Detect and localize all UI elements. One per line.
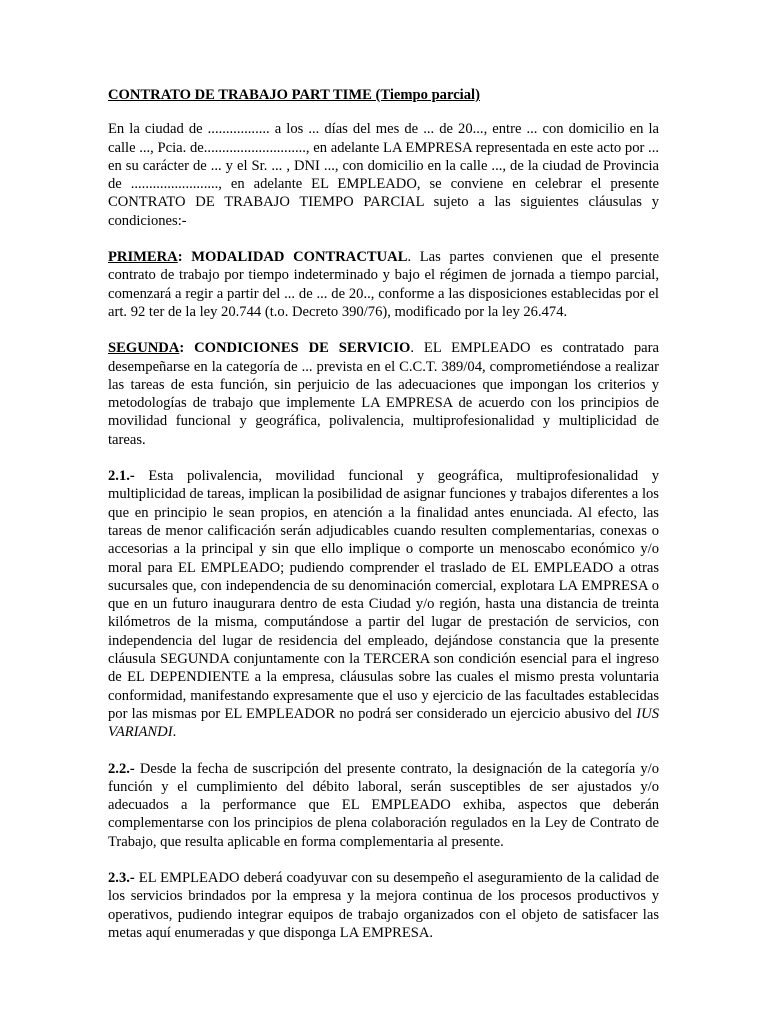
clause-2-2-number: 2.2.- <box>108 760 135 777</box>
clause-segunda-heading: CONDICIONES DE SERVICIO <box>194 340 411 357</box>
clause-2-3 <box>108 869 659 942</box>
document-title: CONTRATO DE TRABAJO PART TIME (Tiempo parcial) <box>108 87 480 103</box>
clause-2-2 <box>108 760 659 851</box>
document-page <box>108 86 659 960</box>
clause-2-2-text: Desde la fecha de suscripción del presente contrato, la designación de la categoría y/o función y el cumplimiento del débito laboral, serán susceptibles de ser ajustados y/o adecuados a la performance que EL EMPLEADO exhiba, aspectos que deberán complementarse con los principios de plena colaboración regulados en la Ley de Contrato de Trabajo, que resulta aplicable en forma complementaria al presente. <box>108 760 659 850</box>
clause-2-1-latin: IUS VARIANDI <box>108 705 659 741</box>
clause-2-1-text: Esta polivalencia, movilidad funcional y geográfica, multiprofesionalidad y multiplicidad de tareas, implican la posibilidad de asignar funciones y trabajos diferentes a los que en principio le sean propios, en atención a la finalidad antes enunciada. Al efecto, las tareas de menor calificación serán adjudicables cuando resulten complementarias, conexas o accesorias a la principal y sin que ello implique o comporte un menoscabo económico y/o moral para EL EMPLEADO; pudiendo comprender el traslado de EL EMPLEADO a otras sucursales que, con independencia de su denominación comercial, explotara LA EMPRESA o que en un futuro inaugurara dentro de esta Ciudad y/o región, hasta una distancia de treinta kilómetros de la misma, computándose a partir del lugar de prestación de servicios, con independencia del lugar de residencia del empleado, dejándose constancia que la presente cláusula SEGUNDA conjuntamente con la TERCERA son condición esencial para el ingreso de EL DEPENDIENTE a la empresa, cláusulas sobre las cuales el mismo presta voluntaria conformidad, manifestando expresamente que el uso y ejercicio de las facultades establecidas por las mismas por EL EMPLEADOR no podrá ser considerado un ejercicio abusivo del <box>108 468 659 722</box>
clause-primera-label: PRIMERA <box>108 249 178 266</box>
clause-primera-text: . Las partes convienen que el presente contrato de trabajo por tiempo indeterminado y bajo el régimen de jornada a tiempo parcial, comenzará a regir a partir del ... de ... de 20.., conforme a las disposiciones establecidas por el art. 92 ter de la ley 20.744 (t.o. Decreto 390/76), modificado por la ley 26.474. <box>108 249 659 320</box>
clause-2-3-number: 2.3.- <box>108 869 135 886</box>
clause-primera-colon: : <box>177 249 192 266</box>
clause-primera <box>108 248 659 321</box>
intro-paragraph: En la ciudad de ................. a los ... días del mes de ... de 20..., entre ... con domicilio en la calle ..., Pcia. de............................, en adelante LA EMPRESA representada en este acto por ... en su carácter de ... y el Sr. ... , DNI ..., con domicilio en la calle ..., de la ciudad de Provincia de ........................, en adelante EL EMPLEADO, se conviene en celebrar el presente CONTRATO DE TRABAJO TIEMPO PARCIAL sujeto a las siguientes cláusulas y condiciones:- <box>108 121 659 229</box>
clause-segunda-label: SEGUNDA <box>108 340 180 357</box>
clause-primera-heading: MODALIDAD CONTRACTUAL <box>191 249 408 266</box>
clause-2-1 <box>108 467 659 741</box>
clause-segunda-colon: : <box>179 340 195 357</box>
clause-segunda <box>108 339 659 449</box>
clause-segunda-text: . EL EMPLEADO es contratado para desempeñarse en la categoría de ... prevista en el C.C.T. 389/04, comprometiéndose a realizar las tareas de esta función, sin perjuicio de las adecuaciones que impongan los criterios y metodologías de trabajo que implemente LA EMPRESA de acuerdo con los principios de movilidad funcional y geográfica, polivalencia, multiprofesionalidad y multiplicidad de tareas. <box>108 340 659 448</box>
clause-2-1-number: 2.1.- <box>108 468 135 485</box>
clause-2-3-text: EL EMPLEADO deberá coadyuvar con su desempeño el aseguramiento de la calidad de los servicios brindados por la empresa y la mejora continua de los procesos productivos y operativos, pudiendo integrar equipos de trabajo organizados con el objeto de satisfacer las metas aquí enumeradas y que disponga LA EMPRESA. <box>108 869 659 941</box>
clause-2-1-end: . <box>172 724 177 741</box>
